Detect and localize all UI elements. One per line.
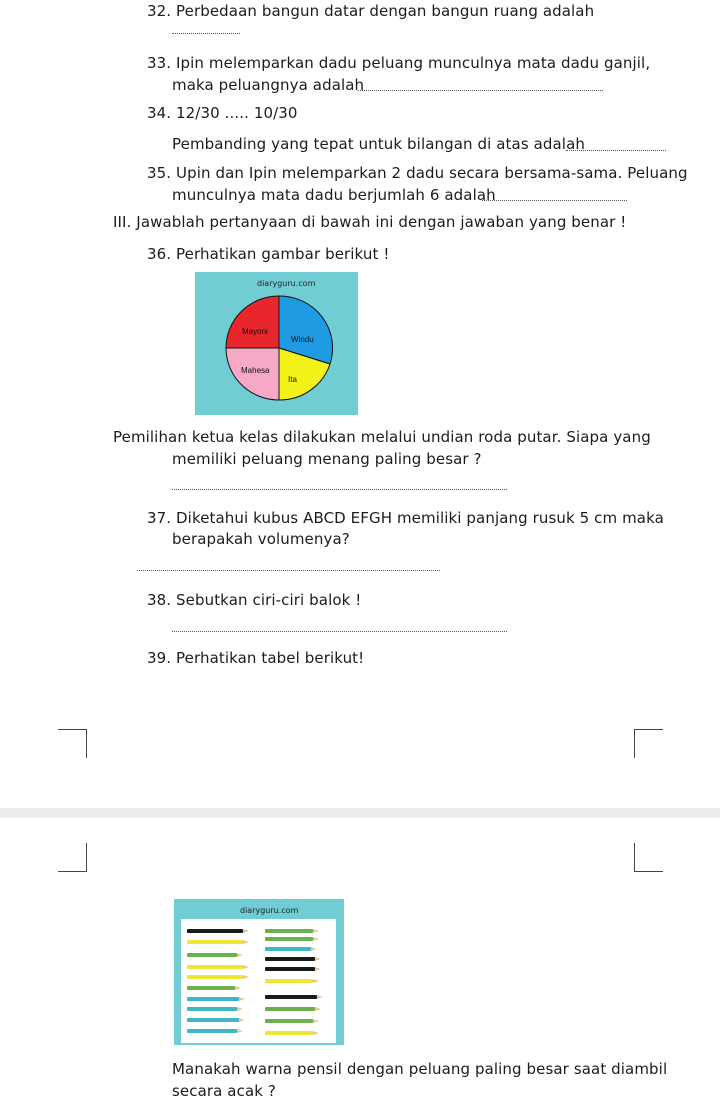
wheel-label-ita: Ita [288, 375, 297, 384]
section-3-heading: III. Jawablah pertanyaan di bawah ini dengan jawaban yang benar ! [113, 213, 627, 231]
pencil-black [265, 995, 317, 999]
wheel-segment-mayoni [226, 296, 279, 348]
pencil-teal [187, 1029, 237, 1033]
question-36-line1: 36. Perhatikan gambar berikut ! [147, 245, 390, 263]
pencil-tip [313, 937, 319, 941]
question-39-line3: secara acak ? [172, 1082, 276, 1100]
pencil-tip [313, 929, 319, 933]
question-34-line2: Pembanding yang tepat untuk bilangan di atas adalah [172, 135, 585, 153]
pencil-teal [187, 1018, 239, 1022]
crop-corner [58, 729, 87, 758]
spin-wheel [195, 272, 358, 415]
pencil-yellow [187, 940, 243, 944]
question-35-line1: 35. Upin dan Ipin melemparkan 2 dadu secara bersama-sama. Peluang [147, 164, 688, 182]
pencil-yellow [265, 1031, 313, 1035]
pencil-teal [187, 1007, 237, 1011]
pencil-sheet [181, 919, 336, 1043]
question-37-line2: berapakah volumenya? [172, 530, 350, 548]
pencil-tip [315, 1007, 321, 1011]
pencil-green [265, 1007, 315, 1011]
pencil-tip [243, 940, 249, 944]
answer-line-38[interactable] [172, 631, 507, 632]
pencil-tip [313, 979, 319, 983]
pencil-tip [243, 929, 249, 933]
crop-corner [634, 729, 663, 758]
pencil-tip [237, 953, 243, 957]
wheel-label-windu: Windu [291, 335, 314, 344]
pencil-green [265, 929, 313, 933]
pencil-tip [237, 1007, 243, 1011]
pencil-green [187, 953, 237, 957]
question-35-line2: munculnya mata dadu berjumlah 6 adalah [172, 186, 496, 204]
question-34-line1: 34. 12/30 ..... 10/30 [147, 104, 298, 122]
answer-line-32[interactable] [172, 33, 240, 34]
pencil-tip [313, 1031, 319, 1035]
answer-line-33[interactable] [358, 90, 603, 91]
pencil-teal [187, 997, 239, 1001]
pencil-table-figure [174, 899, 344, 1045]
pencil-tip [239, 997, 245, 1001]
pencil-green [265, 1019, 313, 1023]
question-33-line2: maka peluangnya adalah [172, 76, 365, 94]
question-33-line1: 33. Ipin melemparkan dadu peluang munculnya mata dadu ganjil, [147, 54, 651, 72]
answer-line-37[interactable] [137, 570, 440, 571]
answer-line-35[interactable] [482, 200, 627, 201]
pencil-tip [315, 957, 321, 961]
answer-line-36[interactable] [172, 489, 507, 490]
wheel-label-mahesa: Mahesa [241, 366, 270, 375]
pencil-green [187, 986, 235, 990]
question-39-line1: 39. Perhatikan tabel berikut! [147, 649, 365, 667]
pencil-tip [235, 986, 241, 990]
pencil-teal [265, 947, 311, 951]
pencil-tip [317, 995, 323, 999]
crop-corner [634, 843, 663, 872]
watermark: diaryguru.com [240, 906, 299, 915]
pencil-tip [315, 967, 321, 971]
question-38: 38. Sebutkan ciri-ciri balok ! [147, 591, 362, 609]
pencil-tip [243, 975, 249, 979]
pencil-tip [311, 947, 317, 951]
question-37-line1: 37. Diketahui kubus ABCD EFGH memiliki panjang rusuk 5 cm maka [147, 509, 664, 527]
pencil-black [265, 967, 315, 971]
question-32: 32. Perbedaan bangun datar dengan bangun ruang adalah [147, 2, 595, 20]
crop-corner [58, 843, 87, 872]
pencil-tip [237, 1029, 243, 1033]
pencil-tip [239, 1018, 245, 1022]
pencil-yellow [265, 979, 313, 983]
answer-line-34[interactable] [566, 150, 666, 151]
watermark: diaryguru.com [257, 279, 316, 288]
pencil-yellow [187, 975, 243, 979]
question-36-line3: memiliki peluang menang paling besar ? [172, 450, 482, 468]
pencil-green [265, 937, 313, 941]
pencil-black [187, 929, 243, 933]
pencil-black [265, 957, 315, 961]
question-36-line2: Pemilihan ketua kelas dilakukan melalui undian roda putar. Siapa yang [113, 428, 651, 446]
pencil-tip [313, 1019, 319, 1023]
pencil-tip [243, 965, 249, 969]
spin-wheel-figure [195, 272, 358, 415]
question-39-line2: Manakah warna pensil dengan peluang paling besar saat diambil [172, 1060, 668, 1078]
pencil-yellow [187, 965, 243, 969]
wheel-label-mayoni: Mayoni [242, 327, 268, 336]
